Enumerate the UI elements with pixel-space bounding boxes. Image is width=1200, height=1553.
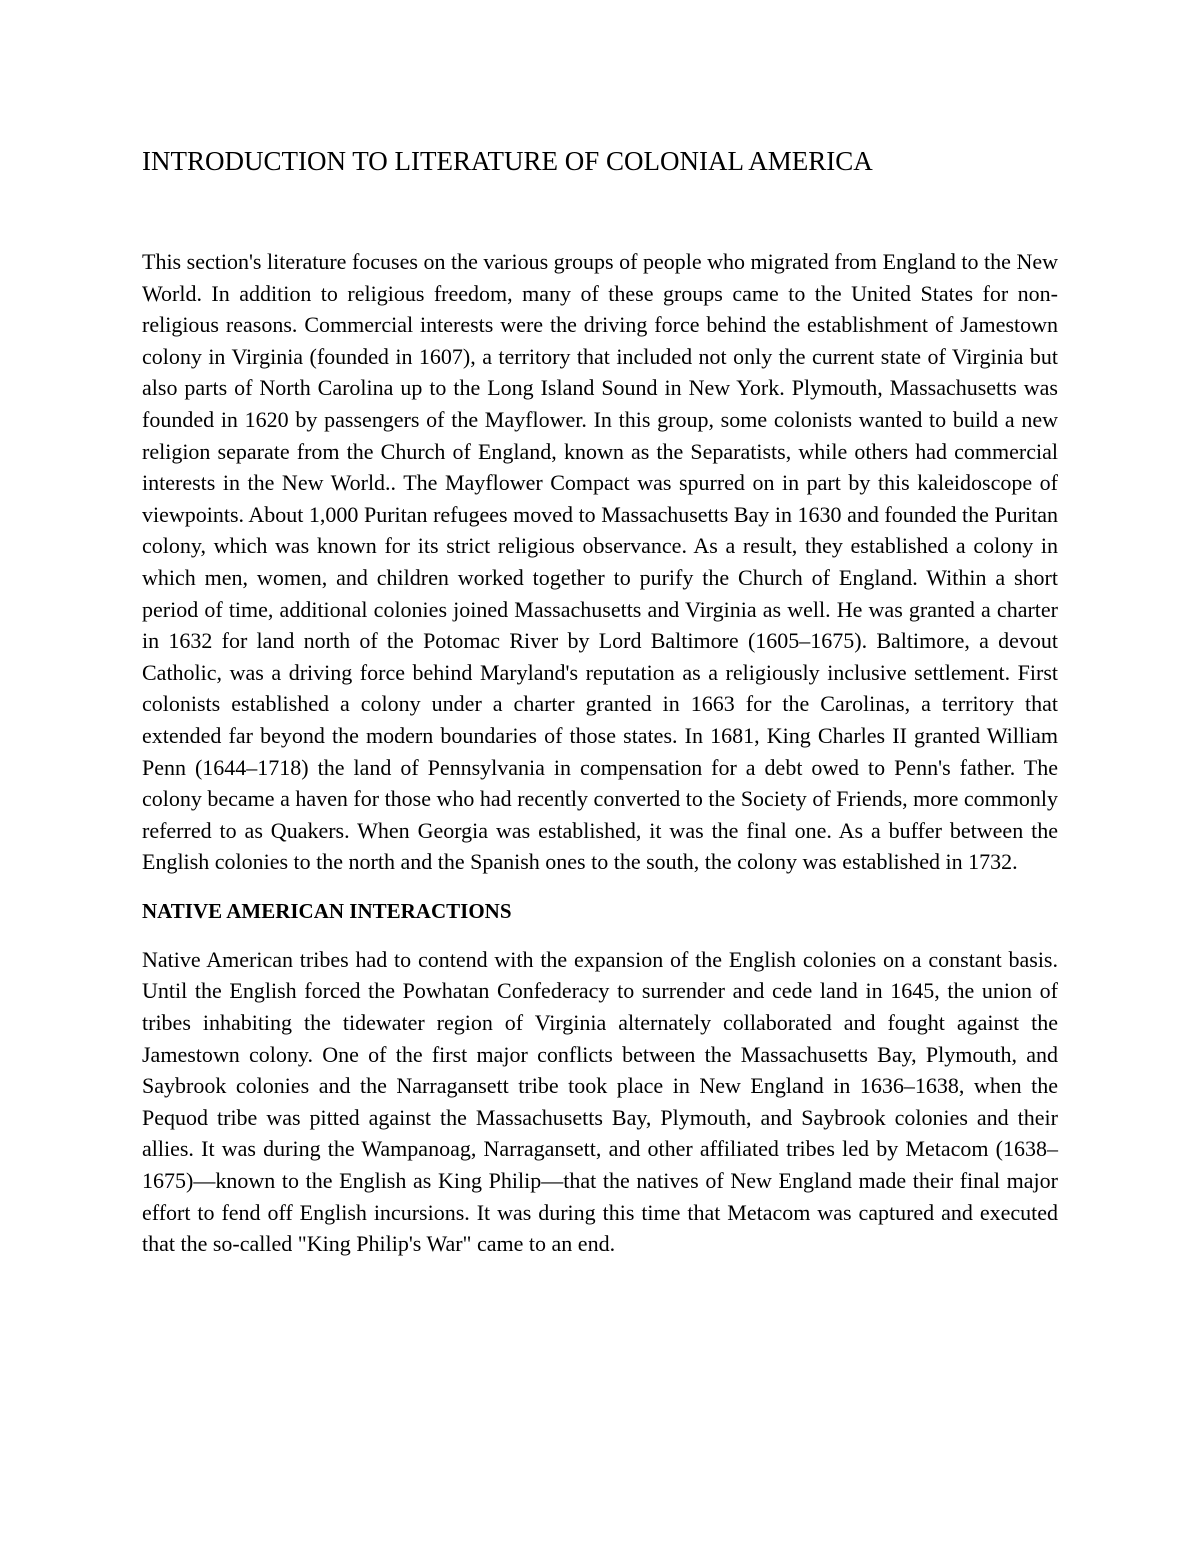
document-page bbox=[142, 140, 1058, 1260]
body-paragraph-native-american-interactions: Native American tribes had to contend with the expansion of the English colonies on a constant basis. Until the English forced the Powhatan Confederacy to surrender and cede land in 1645, the union of tribes inhabiting the tidewater region of Virginia alternately collaborated and fought against the Jamestown colony. One of the first major conflicts between the Massachusetts Bay, Plymouth, and Saybrook colonies and the Narragansett tribe took place in New England in 1636–1638, when the Pequod tribe was pitted against the Massachusetts Bay, Plymouth, and Saybrook colonies and their allies. It was during the Wampanoag, Narragansett, and other affiliated tribes led by Metacom (1638–1675)—known to the English as King Philip—that the natives of New England made their final major effort to fend off English incursions. It was during this time that Metacom was captured and executed that the so-called "King Philip's War" came to an end. bbox=[142, 946, 1058, 1257]
page-title: INTRODUCTION TO LITERATURE OF COLONIAL AMERICA bbox=[142, 146, 873, 176]
section-heading-native-american-interactions: NATIVE AMERICAN INTERACTIONS bbox=[142, 898, 512, 923]
body-paragraph-colonial-groups: This section's literature focuses on the various groups of people who migrated from England to the New World. In addition to religious freedom, many of these groups came to the United States for non-religious reasons. Commercial interests were the driving force behind the establishment of Jamestown colony in Virginia (founded in 1607), a territory that included not only the current state of Virginia but also parts of North Carolina up to the Long Island Sound in New York. Plymouth, Massachusetts was founded in 1620 by passengers of the Mayflower. In this group, some colonists wanted to build a new religion separate from the Church of England, known as the Separatists, while others had commercial interests in the New World.. The Mayflower Compact was spurred on in part by this kaleidoscope of viewpoints. About 1,000 Puritan refugees moved to Massachusetts Bay in 1630 and founded the Puritan colony, which was known for its strict religious observance. As a result, they established a colony in which men, women, and children worked together to purify the Church of England. Within a short period of time, additional colonies joined Massachusetts and Virginia as well. He was granted a charter in 1632 for land north of the Potomac River by Lord Baltimore (1605–1675). Baltimore, a devout Catholic, was a driving force behind Maryland's reputation as a religiously inclusive settlement. First colonists established a colony under a charter granted in 1663 for the Carolinas, a territory that extended far beyond the modern boundaries of those states. In 1681, King Charles II granted William Penn (1644–1718) the land of Pennsylvania in compensation for a debt owed to Penn's father. The colony became a haven for those who had recently converted to the Society of Friends, more commonly referred to as Quakers. When Georgia was established, it was the final one. As a buffer between the English colonies to the north and the Spanish ones to the south, the colony was established in 1732. bbox=[142, 249, 1058, 875]
